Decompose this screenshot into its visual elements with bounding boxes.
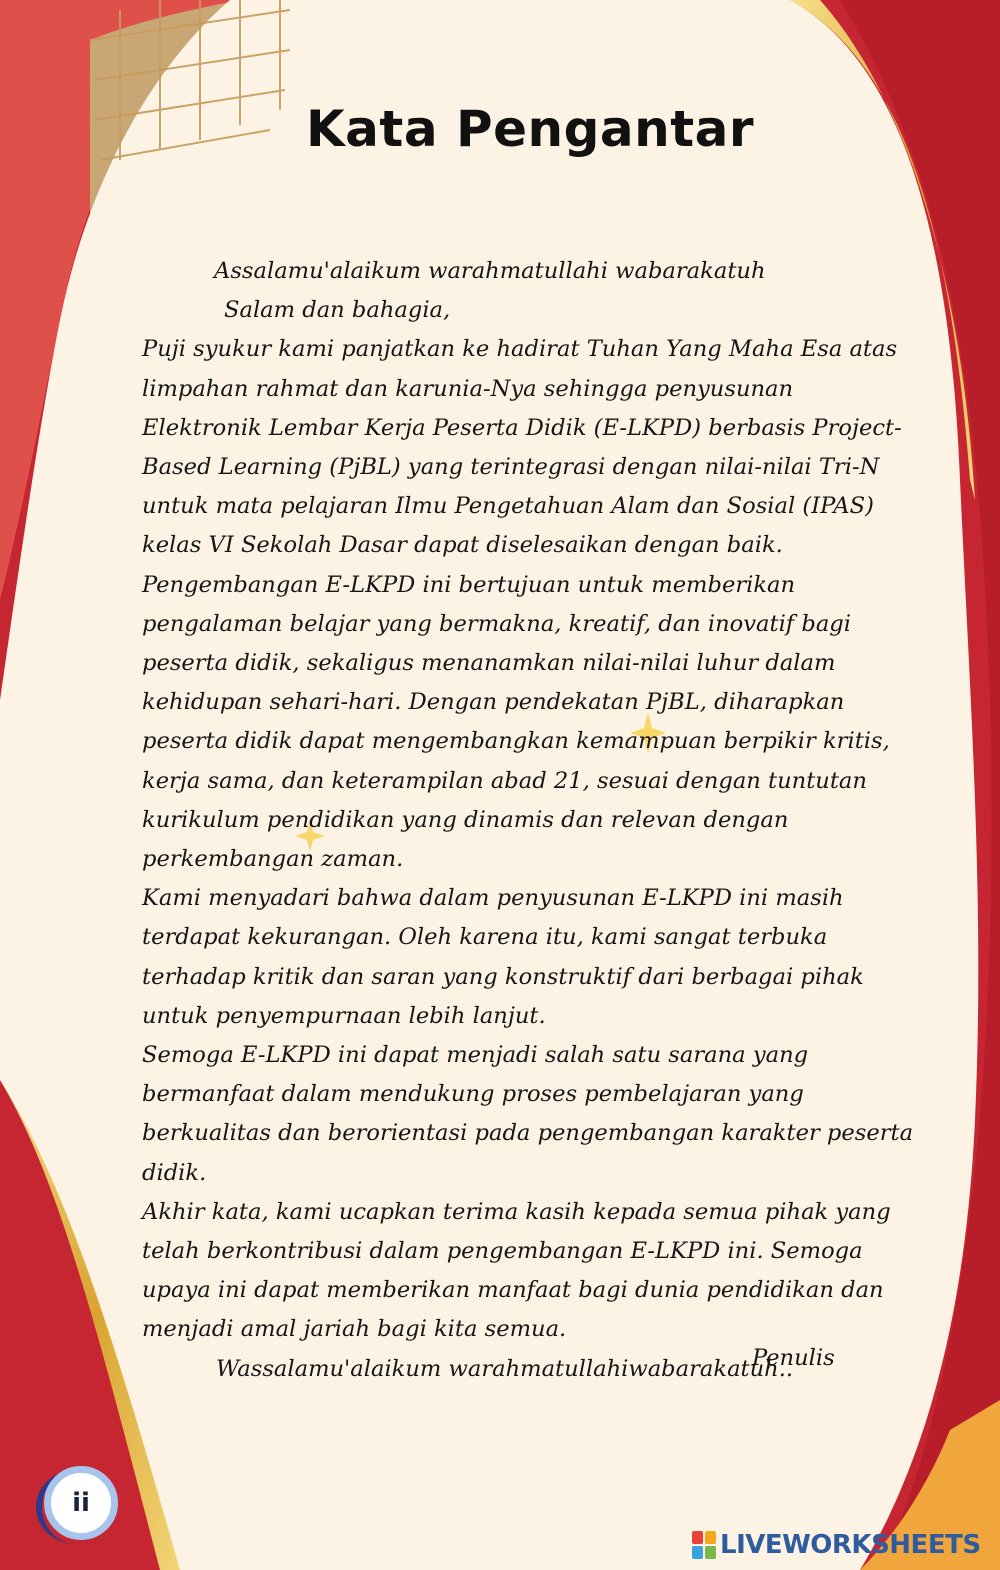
- logo-square: [692, 1546, 703, 1559]
- closing: Wassalamu'alaikum warahmatullahiwabarakatuh..: [216, 1355, 794, 1382]
- info-button[interactable]: [36, 1466, 122, 1546]
- paragraph: Puji syukur kami panjatkan ke hadirat Tuhan Yang Maha Esa atas limpahan rahmat dan karunia-Nya sehingga penyusunan Elektronik Lembar Kerja Peserta Didik (E-LKPD) berbasis Project-Based Learning (PjBL) yang terintegrasi dengan nilai-nilai Tri-N untuk mata pelajaran Ilmu Pengetahuan Alam dan Sosial (IPAS) kelas VI Sekolah Dasar dapat diselesaikan dengan baik.: [142, 336, 902, 559]
- brand-name: LIVEWORKSHEETS: [720, 1530, 981, 1560]
- logo-square: [705, 1531, 716, 1544]
- paragraph: Akhir kata, kami ucapkan terima kasih kepada semua pihak yang telah berkontribusi dalam pengembangan E-LKPD ini. Semoga upaya ini dapat memberikan manfaat bagi dunia pendidikan dan menjadi amal jariah bagi kita semua.: [142, 1198, 891, 1343]
- page-title: Kata Pengantar: [305, 100, 755, 158]
- greeting: Assalamu'alaikum warahmatullahi wabarakatuh: [214, 258, 766, 284]
- letter-body: [142, 252, 917, 1389]
- salutation: Salam dan bahagia,: [224, 297, 451, 324]
- liveworksheets-logo-icon: [692, 1531, 716, 1559]
- logo-square: [692, 1531, 703, 1544]
- paragraph: Kami menyadari bahwa dalam penyusunan E-LKPD ini masih terdapat kekurangan. Oleh karena itu, kami sangat terbuka terhadap kritik dan saran yang konstruktif dari berbagai pihak untuk penyempurnaan lebih lanjut.: [142, 885, 864, 1029]
- liveworksheets-brand[interactable]: [692, 1525, 992, 1565]
- paragraph: Semoga E-LKPD ini dapat menjadi salah satu sarana yang bermanfaat dalam mendukung proses pembelajaran yang berkualitas dan berorientasi pada pengembangan karakter peserta didik.: [142, 1042, 914, 1186]
- info-icon: [44, 1466, 118, 1540]
- paragraph: Pengembangan E-LKPD ini bertujuan untuk memberikan pengalaman belajar yang bermakna, kreatif, dan inovatif bagi peserta didik, sekaligus menanamkan nilai-nilai luhur dalam kehidupan sehari-hari. Dengan pendekatan PjBL, diharapkan peserta didik dapat mengembangkan kemampuan berpikir kritis, kerja sama, dan keterampilan abad 21, sesuai dengan tuntutan kurikulum pendidikan yang dinamis dan relevan dengan perkembangan zaman.: [142, 571, 890, 873]
- logo-square: [705, 1546, 716, 1559]
- info-glyph: ii: [72, 1488, 90, 1518]
- signature: Penulis: [752, 1345, 835, 1371]
